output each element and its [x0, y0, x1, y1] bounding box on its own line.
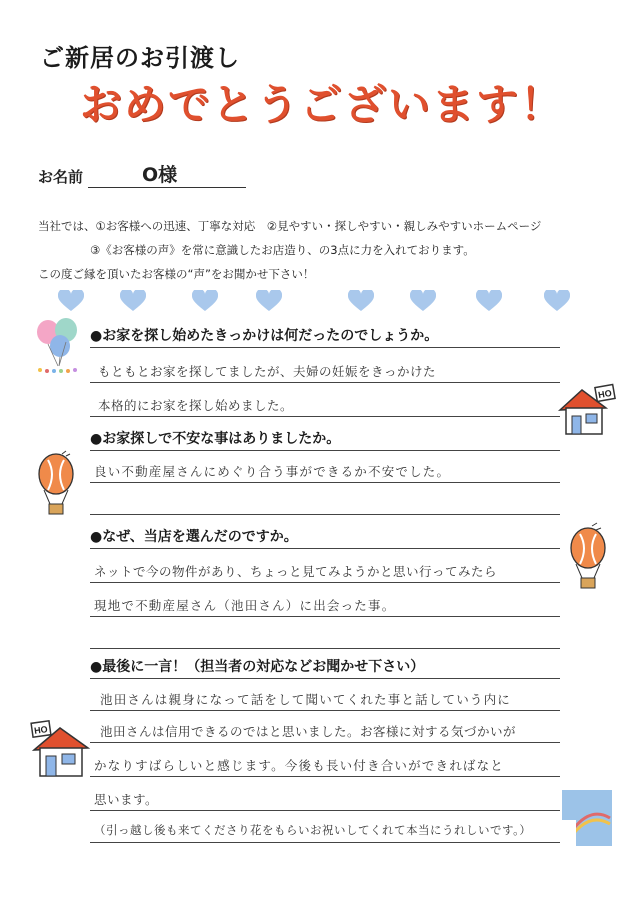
answer-4-line-5: （引っ越し後も来てくださり花をもらいお祝いしてくれて本当にうれしいです。）	[94, 823, 532, 837]
heart-icon	[410, 290, 436, 312]
balloons-icon	[34, 318, 84, 378]
subtitle: ご新居のお引渡し	[40, 44, 240, 72]
hot-air-balloon-icon	[34, 450, 80, 518]
heart-icon	[256, 290, 282, 312]
question-4: ●最後に一言！（担当者の対応などお聞かせ下さい）	[90, 659, 425, 675]
hearts-row	[58, 290, 578, 312]
answer-3-line-1: ネットで今の物件があり、ちょっと見てみようかと思い行ってみたら	[94, 564, 498, 579]
heart-icon	[192, 290, 218, 312]
customer-name: O様	[142, 164, 178, 186]
answer-rule	[90, 416, 560, 417]
intro-line-2: ③《お客様の声》を常に意識したお店造り、の3点に力を入れております。	[90, 243, 475, 257]
answer-4-line-4: 思います。	[94, 792, 159, 807]
heart-icon	[476, 290, 502, 312]
answer-rule	[90, 548, 560, 549]
answer-rule	[90, 648, 560, 649]
answer-rule	[90, 710, 560, 711]
answer-rule	[90, 582, 560, 583]
house-icon	[556, 382, 618, 440]
answer-rule	[90, 382, 560, 383]
answer-rule	[90, 678, 560, 679]
intro-line-3: この度ご縁を頂いたお客様の“声”をお聞かせ下さい！	[38, 267, 315, 281]
house-sign: HO	[33, 724, 49, 736]
heart-icon	[348, 290, 374, 312]
answer-rule	[90, 616, 560, 617]
intro-line-1: 当社では、①お客様への迅速、丁寧な対応 ②見やすい・探しやすい・親しみやすいホームページ	[38, 219, 542, 233]
hot-air-balloon-icon	[566, 522, 612, 590]
question-1: ●お家を探し始めたきっかけは何だったのでしょうか。	[90, 328, 439, 344]
answer-2-line-1: 良い不動産屋さんにめぐり合う事ができるか不安でした。	[94, 464, 451, 479]
question-2: ●お家探しで不安な事はありましたか。	[90, 431, 341, 447]
name-label: お名前	[38, 168, 84, 186]
answer-1-line-2: 本格的にお家を探し始めました。	[98, 398, 294, 413]
answer-4-line-3: かなりすばらしいと感じます。今後も長い付き合いができればなと	[94, 758, 505, 773]
answer-rule	[90, 742, 560, 743]
heart-icon	[120, 290, 146, 312]
heart-icon	[58, 290, 84, 312]
heart-icon	[544, 290, 570, 312]
question-3: ●なぜ、当店を選んだのですか。	[90, 529, 298, 545]
house-icon	[30, 718, 96, 780]
house-sign: HO	[597, 387, 613, 401]
answer-rule	[90, 842, 560, 843]
answer-rule	[90, 810, 560, 811]
answer-4-line-2: 池田さんは信用できるのではと思いました。お客様に対する気づかいが	[100, 724, 517, 739]
answer-rule	[90, 450, 560, 451]
rainbow-icon	[562, 790, 612, 846]
answer-rule	[90, 482, 560, 483]
answer-4-line-1: 池田さんは親身になって話をして聞いてくれた事と話していう内に	[100, 692, 512, 707]
page-title: おめでとうございます！	[80, 80, 565, 129]
answer-rule	[90, 514, 560, 515]
answer-1-line-1: もともとお家を探してましたが、夫婦の妊娠をきっかけた	[98, 364, 437, 379]
answer-rule	[90, 776, 560, 777]
answer-rule	[90, 347, 560, 348]
answer-3-line-2: 現地で不動産屋さん（池田さん）に出会った事。	[94, 598, 396, 613]
name-underline	[88, 187, 246, 188]
